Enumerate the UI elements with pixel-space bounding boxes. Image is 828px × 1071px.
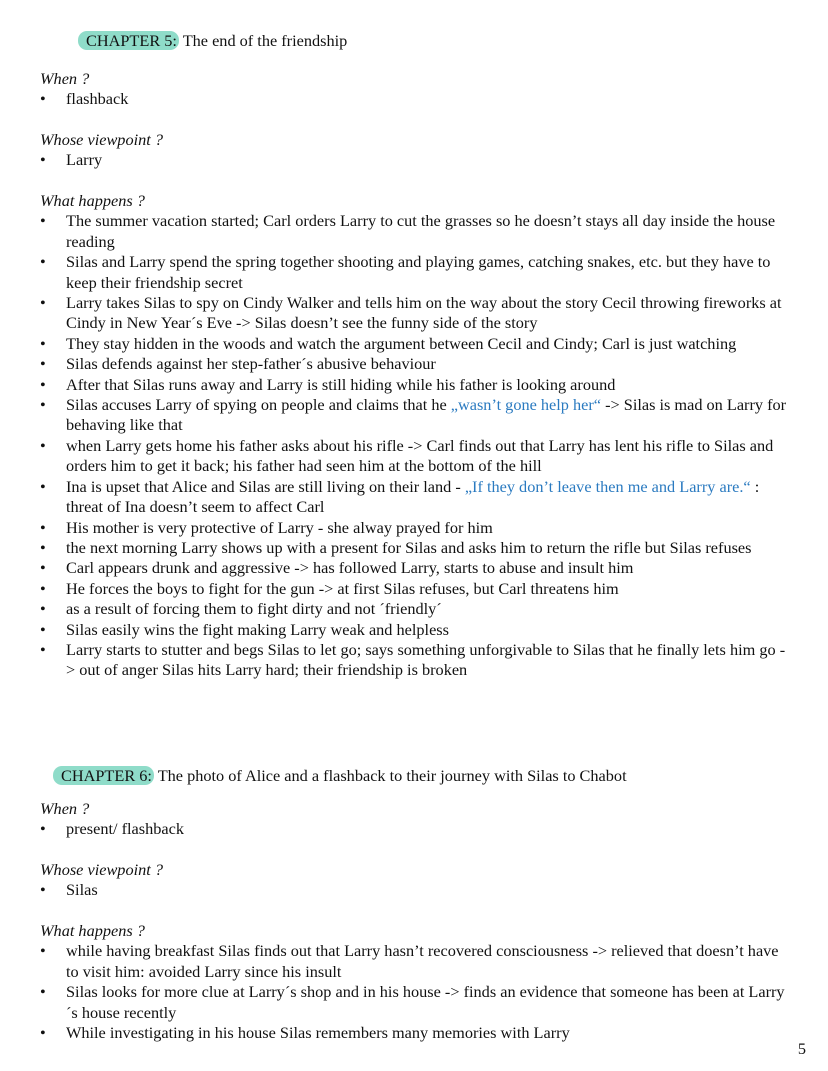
chapter-6-what-happens — [40, 921, 790, 1043]
chapter-5-title: The end of the friendship — [178, 31, 348, 50]
list-item — [40, 395, 790, 436]
item-text: : threat of Ina doesn’t seem to affect Carl — [66, 476, 760, 517]
list-item — [40, 599, 790, 619]
list-item — [40, 293, 790, 334]
quoted-text: „wasn’t gone help her“ — [450, 395, 602, 415]
item-text: Ina is upset that Alice and Silas are still living on their land - — [66, 476, 465, 496]
when-list — [40, 819, 790, 839]
list-item — [40, 620, 790, 640]
list-item: • present/ flashback — [40, 819, 790, 839]
when-question: When ? — [40, 799, 90, 818]
item-text: when Larry gets home his father asks about his rifle -> Carl finds out that Larry has lent his rifle to Silas and orders him to get it back; his father had seen him at the bottom of the hill — [66, 435, 774, 476]
what-happens-question: What happens ? — [40, 191, 145, 210]
item-text: as a result of forcing them to fight dirty and not ´friendly´ — [66, 599, 442, 619]
when-list — [40, 89, 790, 109]
item-text: While investigating in his house Silas remembers many memories with Larry — [66, 1023, 570, 1043]
page-number: 5 — [797, 1039, 806, 1058]
when-question: When ? — [40, 69, 90, 88]
chapter-6-viewpoint — [40, 860, 790, 901]
item-text: The summer vacation started; Carl orders Larry to cut the grasses so he doesn’t stays all day inside the house reading — [66, 211, 776, 251]
list-item — [40, 436, 790, 477]
list-item: • flashback — [40, 89, 790, 109]
what-happens-list — [40, 941, 790, 1043]
chapter-5-viewpoint — [40, 130, 790, 171]
viewpoint-list — [40, 150, 790, 170]
list-item — [40, 1023, 790, 1043]
viewpoint-list — [40, 880, 790, 900]
list-item — [40, 477, 790, 518]
viewpoint-question: Whose viewpoint ? — [40, 860, 163, 879]
chapter-5-label: CHAPTER 5: — [78, 31, 179, 50]
list-item — [40, 538, 790, 558]
item-text: He forces the boys to fight for the gun -> at first Silas refuses, but Carl threatens him — [66, 578, 619, 598]
list-item — [40, 518, 790, 538]
item-text: Larry starts to stutter and begs Silas to let go; says something unforgivable to Silas that he finally lets him go -> out of anger Silas hits Larry hard; their friendship is broken — [66, 639, 786, 680]
what-happens-question: What happens ? — [40, 921, 145, 940]
chapter-6-label: CHAPTER 6: — [53, 766, 154, 785]
item-text: -> Silas is mad on Larry for behaving like that — [66, 395, 787, 435]
item-text: the next morning Larry shows up with a present for Silas and asks him to return the rifle but Silas refuses — [66, 537, 752, 557]
list-item: • Larry — [40, 150, 790, 170]
item-text: while having breakfast Silas finds out that Larry hasn’t recovered consciousness -> relieved that doesn’t have to visit him: avoided Larry since his insult — [66, 941, 779, 981]
list-item — [40, 334, 790, 354]
list-item — [40, 558, 790, 578]
item-text: They stay hidden in the woods and watch the argument between Cecil and Cindy; Carl is just watching — [66, 333, 737, 353]
item-text: Silas accuses Larry of spying on people and claims that he — [66, 395, 451, 415]
list-item — [40, 579, 790, 599]
list-item — [40, 375, 790, 395]
list-item — [40, 982, 790, 1023]
item-text: Carl appears drunk and aggressive -> has followed Larry, starts to abuse and insult him — [66, 558, 634, 578]
item-text: Silas looks for more clue at Larry´s shop and in his house -> finds an evidence that someone has been at Larry´s house recently — [66, 982, 785, 1022]
list-item: • Silas — [40, 880, 790, 900]
chapter-6-heading — [61, 766, 627, 786]
chapter-5-what-happens — [40, 191, 790, 681]
item-text: Larry takes Silas to spy on Cindy Walker and tells him on the way about the story Cecil throwing fireworks at Cindy in New Year´s Eve -> Silas doesn’t see the funny side of the story — [66, 293, 782, 333]
item-text: Silas and Larry spend the spring together shooting and playing games, catching snakes, etc. but they have to keep their friendship secret — [66, 252, 771, 292]
viewpoint-question: Whose viewpoint ? — [40, 130, 163, 149]
item-text: Silas easily wins the fight making Larry weak and helpless — [66, 619, 449, 639]
list-item — [40, 252, 790, 293]
item-text: His mother is very protective of Larry - she alway prayed for him — [66, 517, 493, 537]
list-item — [40, 941, 790, 982]
chapter-6-title: The photo of Alice and a flashback to their journey with Silas to Chabot — [153, 766, 627, 785]
list-item — [40, 354, 790, 374]
chapter-6-when — [40, 799, 790, 840]
chapter-5-when — [40, 69, 790, 110]
quoted-text: „If they don’t leave then me and Larry are.“ — [464, 476, 751, 496]
list-item — [40, 640, 790, 681]
what-happens-list — [40, 211, 790, 680]
chapter-5-heading — [86, 31, 347, 51]
item-text: Silas defends against her step-father´s abusive behaviour — [66, 354, 436, 374]
list-item — [40, 211, 790, 252]
item-text: After that Silas runs away and Larry is still hiding while his father is looking around — [66, 374, 616, 394]
